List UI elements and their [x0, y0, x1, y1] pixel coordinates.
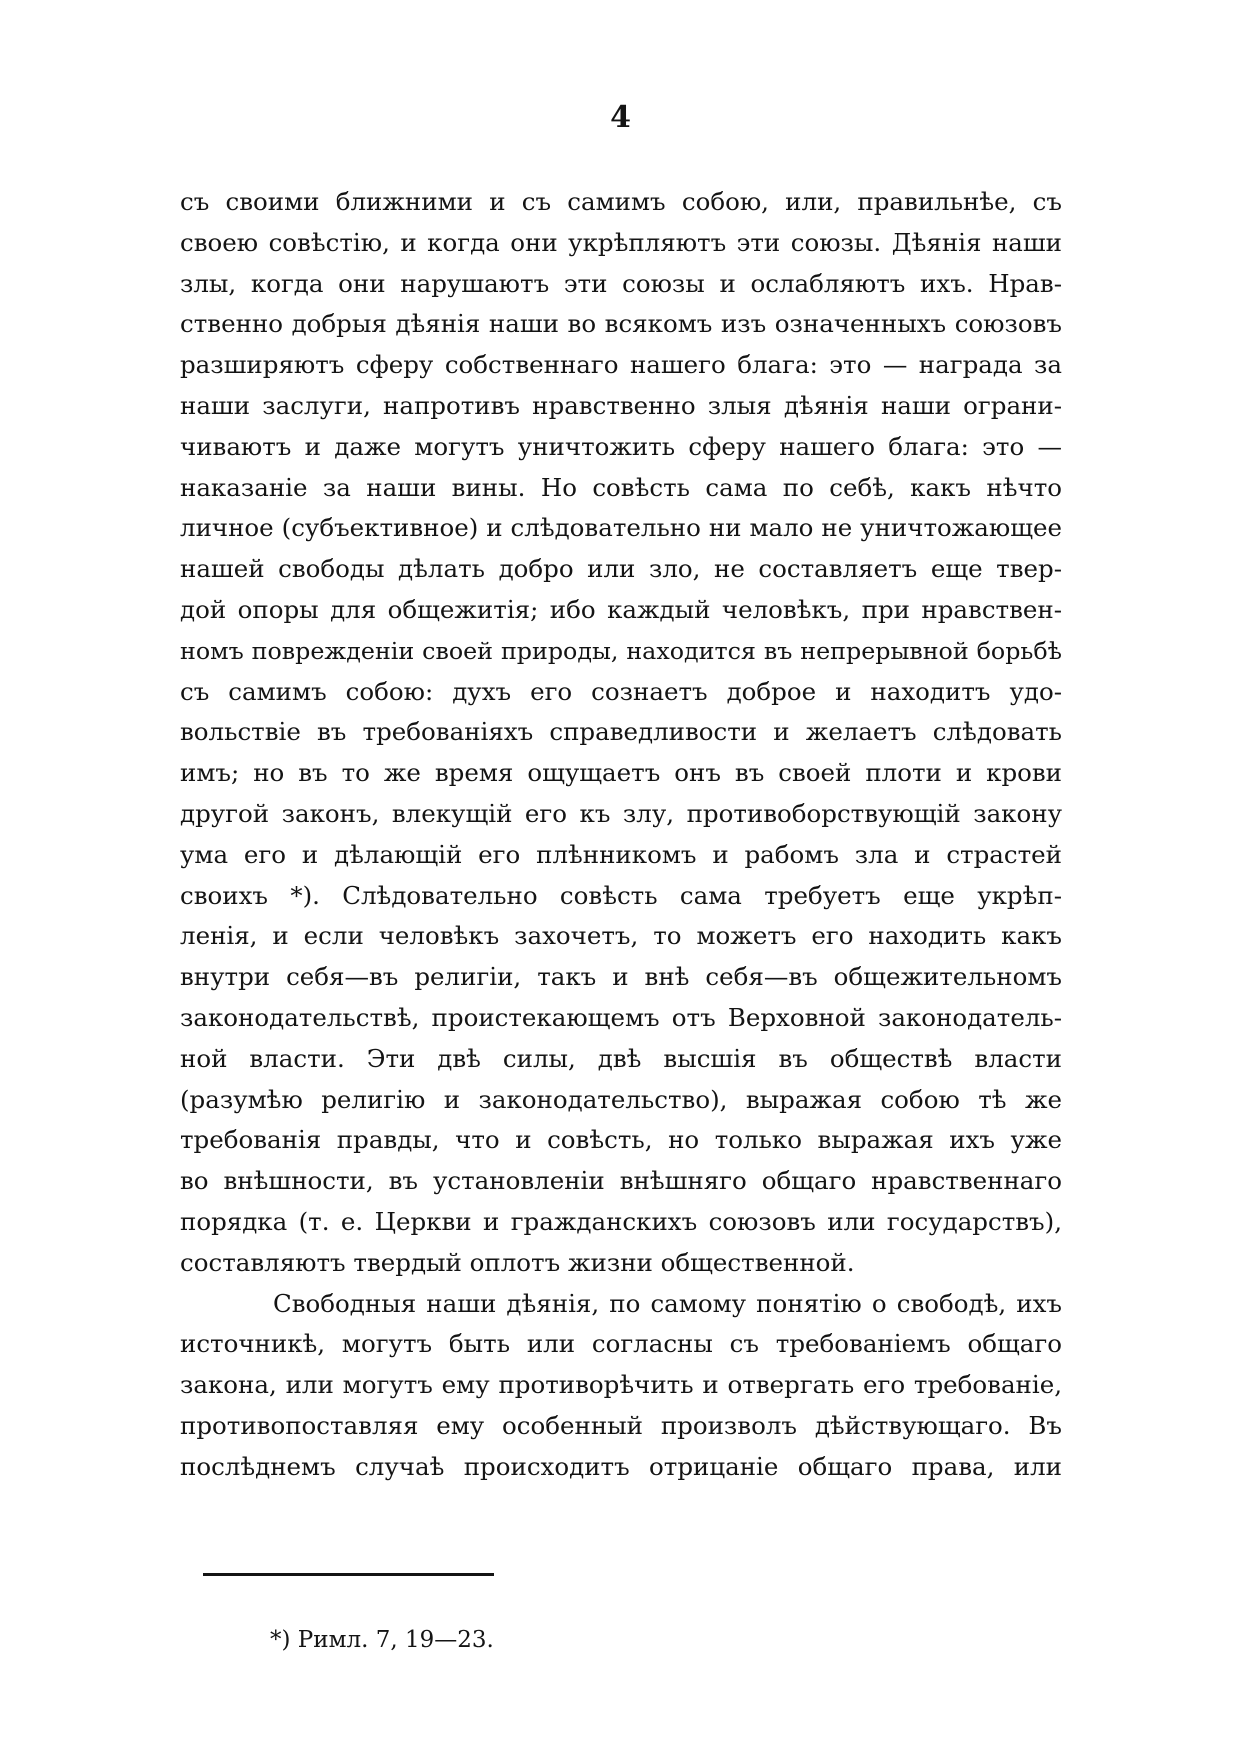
text-line: во внѣшности, въ установленіи внѣшняго общаго нравственнаго — [180, 1166, 1062, 1196]
text-line: другой законъ, влекущій его къ злу, противоборствующій закону — [180, 798, 1062, 828]
text-line: внутри себя—въ религіи, такъ и внѣ себя—въ общежительномъ — [180, 962, 1062, 992]
text-line: послѣднемъ случаѣ происходитъ отрицаніе общаго права, или — [180, 1451, 1062, 1481]
text-line: закона, или могутъ ему противорѣчить и отвергать его требованіе, — [180, 1370, 1062, 1400]
text-line: разширяютъ сферу собственнаго нашего блага: это — награда за — [180, 350, 1062, 380]
text-line: дой опоры для общежитія; ибо каждый человѣкъ, при нравствен- — [180, 594, 1062, 624]
text-line: ума его и дѣлающій его плѣнникомъ и рабомъ зла и страстей — [180, 839, 1062, 869]
text-line: наказаніе за наши вины. Но совѣсть сама по себѣ, какъ нѣчто — [180, 472, 1062, 502]
text-line: личное (субъективное) и слѣдовательно ни мало не уничтожающее — [180, 513, 1062, 543]
text-line: требованія правды, что и совѣсть, но только выражая ихъ уже — [180, 1125, 1062, 1155]
text-line: съ самимъ собою: духъ его сознаетъ доброе и находитъ удо- — [180, 676, 1062, 706]
footnote: *) Римл. 7, 19—23. — [270, 1627, 494, 1653]
text-line: (разумѣю религію и законодательство), выражая собою тѣ же — [180, 1084, 1062, 1114]
footnote-divider — [203, 1573, 494, 1576]
text-line: противопоставляя ему особенный произволъ дѣйствующаго. Въ — [180, 1410, 1062, 1440]
text-line: имъ; но въ то же время ощущаетъ онъ въ своей плоти и крови — [180, 758, 1062, 788]
text-line: законодательствѣ, проистекающемъ отъ Верховной законодатель- — [180, 1002, 1062, 1032]
text-line: злы, когда они нарушаютъ эти союзы и ослабляютъ ихъ. Нрав- — [180, 268, 1062, 298]
text-line: своихъ *). Слѣдовательно совѣсть сама требуетъ еще укрѣп- — [180, 880, 1062, 910]
page-number: 4 — [610, 100, 631, 135]
body-text — [180, 182, 1062, 1488]
text-line: ственно добрыя дѣянія наши во всякомъ изъ означенныхъ союзовъ — [180, 309, 1062, 339]
text-line: источникѣ, могутъ быть или согласны съ требованіемъ общаго — [180, 1329, 1062, 1359]
text-line: составляютъ твердый оплотъ жизни общественной. — [180, 1247, 855, 1277]
text-line: нашей свободы дѣлать добро или зло, не составляетъ еще твер- — [180, 554, 1062, 584]
text-line: съ своими ближними и съ самимъ собою, или, правильнѣе, съ — [180, 187, 1062, 216]
text-line: чиваютъ и даже могутъ уничтожить сферу нашего блага: это — — [180, 431, 1062, 461]
text-line: своею совѣстію, и когда они укрѣпляютъ эти союзы. Дѣянія наши — [180, 227, 1062, 257]
text-line: ной власти. Эти двѣ силы, двѣ высшія въ обществѣ власти — [180, 1043, 1062, 1073]
text-line: номъ поврежденіи своей природы, находится въ непрерывной борьбѣ — [180, 636, 1062, 665]
text-line: вольствіе въ требованіяхъ справедливости и желаетъ слѣдовать — [180, 717, 1062, 747]
text-line: порядка (т. е. Церкви и гражданскихъ союзовъ или государствъ), — [180, 1206, 1062, 1236]
text-line: наши заслуги, напротивъ нравственно злыя дѣянія наши ограни- — [180, 390, 1062, 420]
text-line: Свободныя наши дѣянія, по самому понятію о свободѣ, ихъ — [273, 1288, 1062, 1318]
text-line: ленія, и если человѣкъ захочетъ, то можетъ его находить какъ — [180, 921, 1062, 951]
